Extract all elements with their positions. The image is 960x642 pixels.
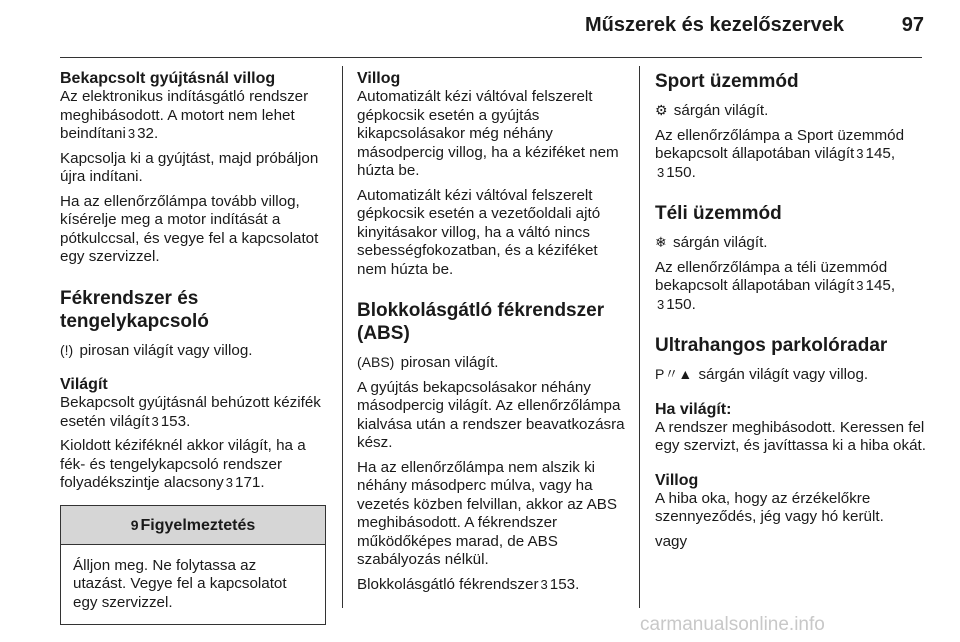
column-divider-2 [639,66,640,608]
sub-heading: Villog [357,70,401,87]
sub-heading: Világít [60,376,108,393]
watermark: carmanualsonline.info [640,614,825,635]
paragraph: Automatizált kézi váltóval felszerelt gépkocsik esetén a gyújtás kikapcsolásakor még néhány másodpercig villog, ha a kéziféket nem húzta be. [357,88,619,179]
paragraph: Ha az ellenőrzőlámpa tovább villog, kísérelje meg a motor indítását a pótkulccsal, és vegye fel a kapcsolatot egy szervizzel. [60,192,319,265]
page-ref-arrow-icon: 3 [540,576,548,592]
paragraph: A hiba oka, hogy az érzékelőkre szennyeződés, jég vagy hó került. [655,489,884,525]
warning-text: Álljon meg. Ne folytassa az utazást. Vegye fel a kapcsolatot egy szervizzel. [73,556,287,611]
paragraph: A gyújtás bekapcsolásakor néhány másodpercig világít. Az ellenőrzőlámpa kialvása után a rendszer beavatkozásra kész. [357,378,625,451]
paragraph: (!) pirosan világít vagy villog. [60,341,253,359]
page-ref-arrow-icon: 3 [225,475,234,490]
paragraph: Ha az ellenőrzőlámpa nem alszik ki néhány másodperc múlva, vagy ha vezetés közben felvillan, akkor az ABS meghibásodott. A fékrendszer működőképes marad, de ABS szabályozás nélkül. [357,458,618,568]
parking-sensor-icon: P〃▲ [655,366,693,382]
page-ref-arrow-icon: 3 [151,413,159,429]
paragraph: Az ellenőrzőlámpa a Sport üzemmód bekapcsolt állapotában világít 3 145, 3 150. [655,126,905,181]
page-ref-arrow-icon: 3 [127,126,136,141]
header-title: Műszerek és kezelőszervek [584,14,844,36]
paragraph: Blokkolásgátló fékrendszer 3 153. [357,575,580,593]
page-ref-arrow-icon: 3 [856,278,864,293]
sub-heading: Villog [655,471,699,489]
paragraph: ⚙ sárgán világít. [655,102,769,119]
paragraph: Automatizált kézi váltóval felszerelt gépkocsik esetén a vezetőoldali ajtó kinyitásakor villog, ha a váltó nincs sebességfokozatban, és a kéziféket nem húzta be. [357,186,601,278]
paragraph: Bekapcsolt gyújtásnál behúzott kézifék esetén világít 3 153. [60,394,321,430]
paragraph: Az ellenőrzőlámpa a téli üzemmód bekapcsolt állapotában világít 3 145, 3 150. [655,258,896,313]
paragraph: Kapcsolja ki a gyújtást, majd próbáljon újra indítani. [60,149,319,185]
header-rule [60,57,922,58]
section-heading: Ultrahangos parkolóradar [655,335,888,356]
paragraph: Kioldott kéziféknél akkor világít, ha a fék- és tengelykapcsoló rendszer folyadékszintje alacsony 3 171. [60,437,306,491]
section-heading: Bekapcsolt gyújtásnál villog [60,70,276,87]
page-ref-arrow-icon: 3 [856,146,864,161]
column-2 [357,70,625,600]
snowflake-icon: ❄ [655,234,667,250]
sport-mode-icon: ⚙ [655,102,668,118]
paragraph: vagy [655,532,688,550]
paragraph: Az elektronikus indításgátló rendszer meghibásodott. A motort nem lehet beindítani 3 32. [60,88,309,142]
column-divider-1 [342,66,343,608]
paragraph: A rendszer meghibásodott. Keressen fel egy szervizt, és javíttassa ki a hiba okát. [655,418,926,454]
page-number: 97 [901,14,924,36]
brake-warning-icon: (!) [60,341,74,358]
warning-box [60,505,326,626]
section-heading: Fékrendszer és tengelykapcsoló [60,287,209,332]
section-heading: Blokkolásgátló fékrendszer (ABS) [357,300,605,344]
paragraph: (ABS) pirosan világít. [357,354,499,371]
paragraph: ❄ sárgán világít. [655,234,768,251]
page-ref-arrow-icon: 3 [657,164,665,180]
warning-header: 9 Figyelmeztetés [61,506,325,545]
section-heading: Téli üzemmód [655,203,782,224]
page-ref-arrow-icon: 3 [657,296,665,312]
page-header [0,0,960,58]
column-3 [655,70,930,557]
paragraph: P〃▲ sárgán világít vagy villog. [655,366,869,383]
warning-triangle-icon: 9 [130,516,139,533]
section-heading: Sport üzemmód [655,71,799,92]
sub-heading: Ha világít: [655,400,732,418]
abs-warning-icon: (ABS) [357,354,395,370]
column-1 [60,70,328,625]
